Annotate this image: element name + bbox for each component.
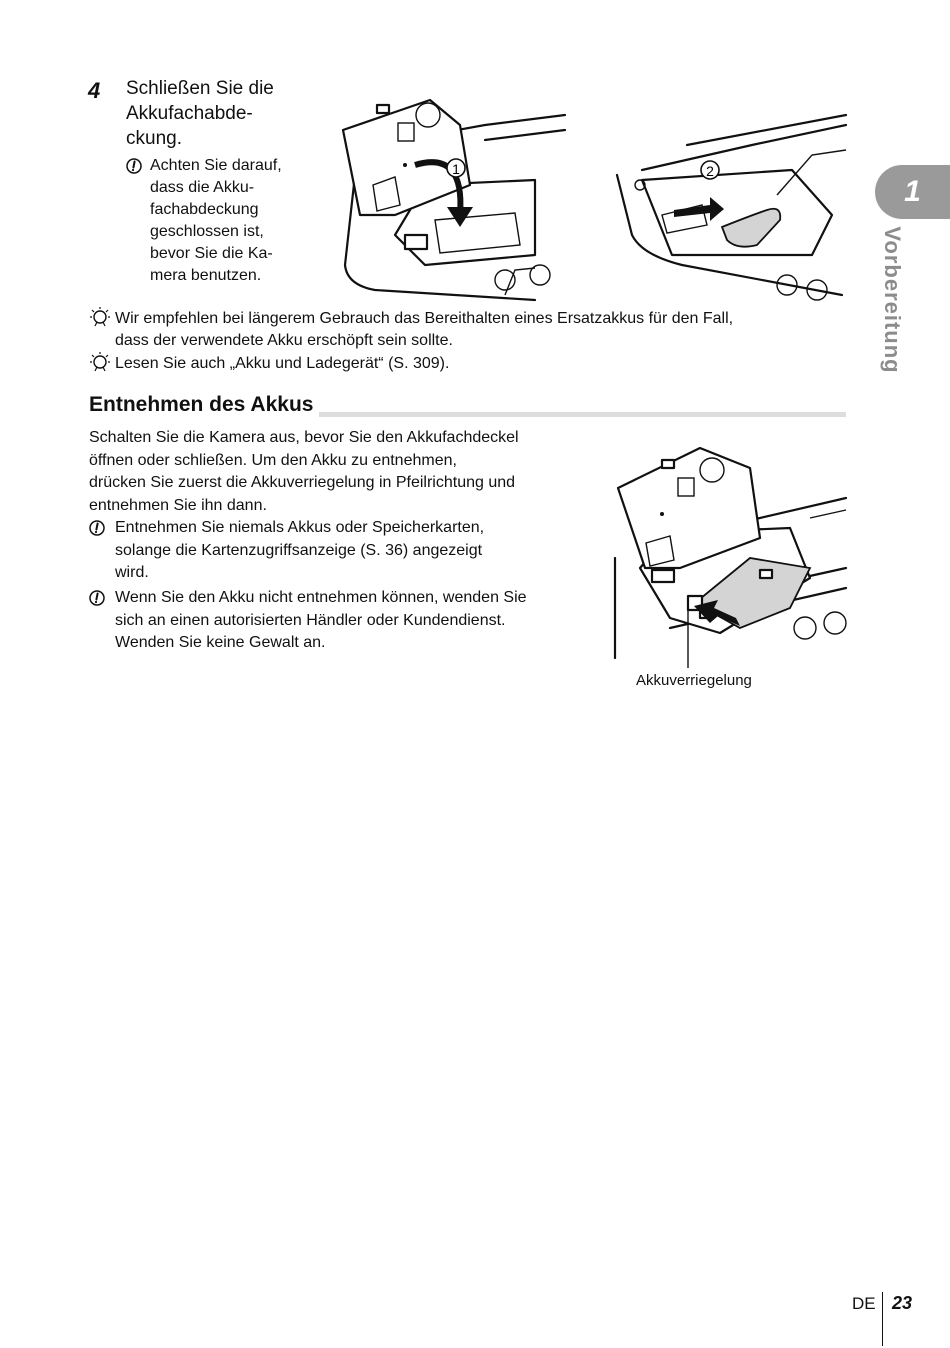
battery-lock-label: Akkuverriegelung xyxy=(636,672,752,689)
step-title-line: ckung. xyxy=(126,128,182,149)
section-title: Entnehmen des Akkus xyxy=(89,393,319,417)
caution-icon xyxy=(89,520,105,536)
caution-line: dass die Akku- xyxy=(150,179,255,196)
figure-lock-cover-step2 xyxy=(612,105,848,305)
caution-line: mera benutzen. xyxy=(150,267,262,284)
section-body xyxy=(89,427,589,517)
tip-icon xyxy=(89,306,111,328)
step-caution xyxy=(126,155,316,287)
warning-line: solange die Kartenzugriffsanzeige (S. 36) angezeigt xyxy=(115,541,483,559)
step-title-line: Schließen Sie die xyxy=(126,78,274,99)
figure-close-cover-step1 xyxy=(335,85,570,303)
body-line: Schalten Sie die Kamera aus, bevor Sie den Akkufachdeckel xyxy=(89,429,519,446)
warning-no-force xyxy=(89,587,589,655)
warning-line: Entnehmen Sie niemals Akkus oder Speicherkarten, xyxy=(115,519,485,536)
callout-2: 2 xyxy=(706,163,714,179)
tip-see-also xyxy=(89,353,834,375)
tip-icon xyxy=(89,351,111,373)
caution-line: bevor Sie die Ka- xyxy=(150,245,273,262)
tip-line: Lesen Sie auch „Akku und Ladegerät“ (S. 309). xyxy=(115,355,450,372)
warning-card-access xyxy=(89,517,589,585)
tip-line: dass der verwendete Akku erschöpft sein sollte. xyxy=(115,332,453,349)
page-number: 23 xyxy=(892,1293,913,1313)
footer-separator xyxy=(882,1292,883,1346)
tip-line: Wir empfehlen bei längerem Gebrauch das Bereithalten eines Ersatzakkus für den Fall, xyxy=(115,310,734,327)
caution-line: fachabdeckung xyxy=(150,201,259,218)
step-title xyxy=(126,76,326,151)
body-line: öffnen oder schließen. Um den Akku zu entnehmen, xyxy=(89,451,457,469)
warning-line: Wenn Sie den Akku nicht entnehmen können, wenden Sie xyxy=(115,589,527,606)
figure-battery-removal xyxy=(610,418,848,668)
callout-1: 1 xyxy=(452,161,460,177)
body-line: entnehmen Sie ihn dann. xyxy=(89,496,267,514)
chapter-number: 1 xyxy=(904,175,921,208)
caution-line: geschlossen ist, xyxy=(150,223,264,240)
caution-icon xyxy=(126,158,142,174)
body-line: drücken Sie zuerst die Akkuverriegelung in Pfeilrichtung und xyxy=(89,474,516,491)
chapter-label: Vorbereitung xyxy=(880,226,905,374)
warning-line: wird. xyxy=(115,564,149,581)
tip-spare-battery xyxy=(89,308,834,352)
warning-line: sich an einen autorisierten Händler oder Kundendienst. xyxy=(115,611,506,629)
caution-icon xyxy=(89,590,105,606)
step-number: 4 xyxy=(88,78,101,103)
step-title-line: Akkufachabde- xyxy=(126,103,253,124)
footer-language: DE xyxy=(852,1294,876,1313)
caution-line: Achten Sie darauf, xyxy=(150,157,282,174)
warning-line: Wenden Sie keine Gewalt an. xyxy=(115,634,326,651)
